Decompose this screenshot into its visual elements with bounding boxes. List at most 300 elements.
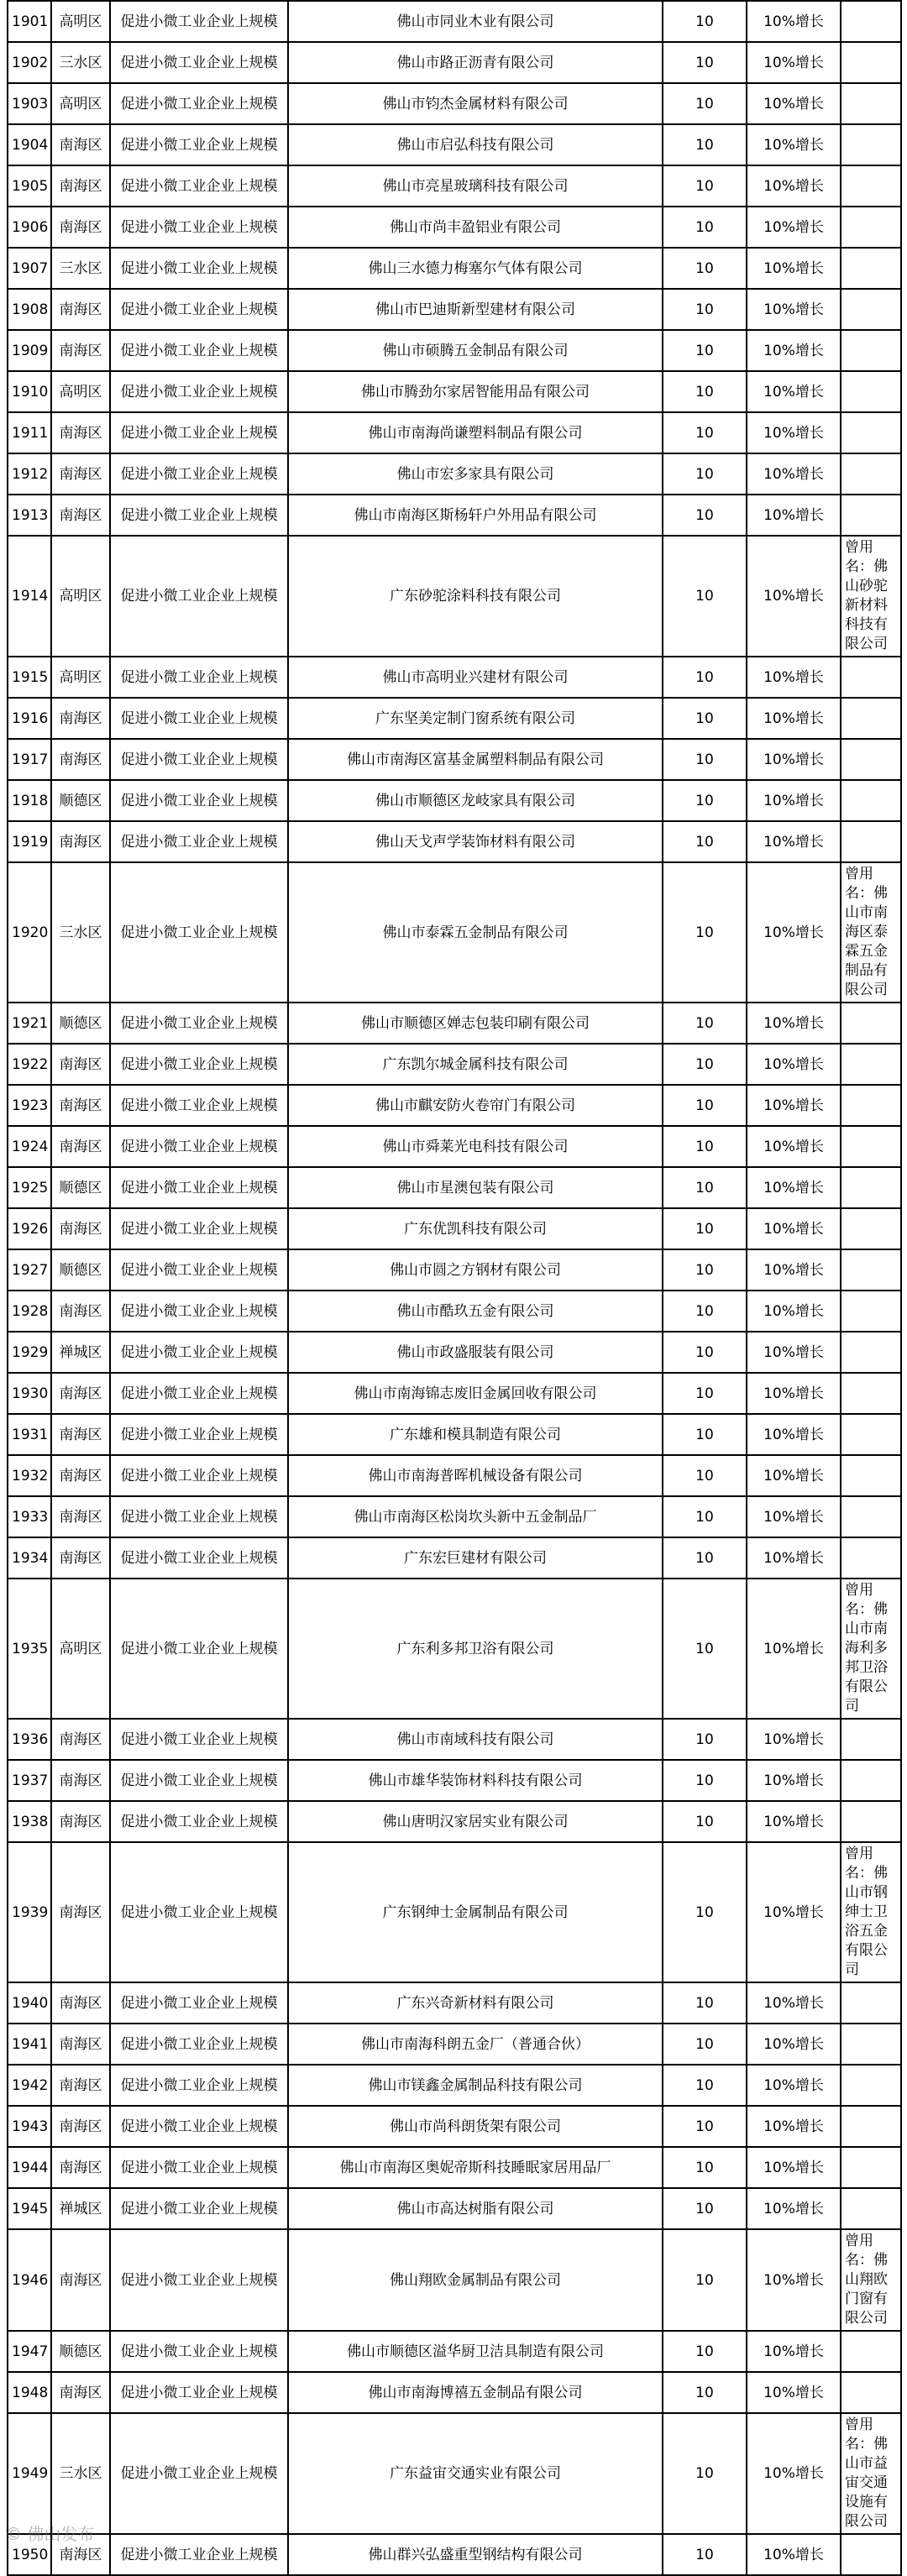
table-row: [8, 2188, 901, 2229]
program-cell: 促进小微工业企业上规模: [110, 2147, 288, 2188]
company-name-cell: 佛山市顺德区婵志包装印刷有限公司: [288, 1003, 663, 1044]
table-row: [8, 412, 901, 453]
target-cell: 10%增长: [747, 1003, 841, 1044]
score-cell: 10: [663, 2534, 747, 2575]
target-cell: 10%增长: [747, 165, 841, 207]
district-cell: 南海区: [51, 2147, 110, 2188]
row-number: 1944: [8, 2147, 51, 2188]
target-cell: 10%增长: [747, 1496, 841, 1537]
target-cell: 10%增长: [747, 371, 841, 412]
note-cell: 曾用名：佛山翔欧门窗有限公司: [841, 2229, 901, 2331]
target-cell: 10%增长: [747, 2106, 841, 2147]
table-row: [8, 862, 901, 1003]
table-row: [8, 330, 901, 371]
program-cell: 促进小微工业企业上规模: [110, 2065, 288, 2106]
company-name-cell: 佛山市高明业兴建材有限公司: [288, 657, 663, 698]
target-cell: 10%增长: [747, 1982, 841, 2024]
row-number: 1903: [8, 83, 51, 124]
company-name-cell: 广东凯尔城金属科技有限公司: [288, 1044, 663, 1085]
note-cell: [841, 1126, 901, 1167]
score-cell: 10: [663, 124, 747, 165]
company-name-cell: 佛山市宏多家具有限公司: [288, 453, 663, 495]
district-cell: 南海区: [51, 1414, 110, 1455]
table-row: [8, 453, 901, 495]
district-cell: 南海区: [51, 1373, 110, 1414]
score-cell: 10: [663, 83, 747, 124]
district-cell: 三水区: [51, 42, 110, 83]
note-cell: [841, 1167, 901, 1208]
district-cell: 南海区: [51, 2106, 110, 2147]
district-cell: 南海区: [51, 1291, 110, 1332]
score-cell: 10: [663, 2106, 747, 2147]
row-number: 1929: [8, 1332, 51, 1373]
note-cell: [841, 657, 901, 698]
target-cell: 10%增长: [747, 1414, 841, 1455]
table-row: [8, 1249, 901, 1291]
target-cell: 10%增长: [747, 248, 841, 289]
score-cell: 10: [663, 821, 747, 862]
score-cell: 10: [663, 2147, 747, 2188]
target-cell: 10%增长: [747, 1719, 841, 1760]
program-cell: 促进小微工业企业上规模: [110, 2229, 288, 2331]
table-row: [8, 371, 901, 412]
table-row: [8, 2372, 901, 2413]
target-cell: 10%增长: [747, 2331, 841, 2372]
note-cell: [841, 2331, 901, 2372]
company-name-cell: 佛山市巴迪斯新型建材有限公司: [288, 289, 663, 330]
row-number: 1910: [8, 371, 51, 412]
row-number: 1943: [8, 2106, 51, 2147]
table-row: [8, 657, 901, 698]
program-cell: 促进小微工业企业上规模: [110, 698, 288, 739]
company-list-table: [7, 0, 902, 2576]
row-number: 1908: [8, 289, 51, 330]
note-cell: [841, 2188, 901, 2229]
program-cell: 促进小微工业企业上规模: [110, 1982, 288, 2024]
table-row: [8, 1044, 901, 1085]
table-row: [8, 821, 901, 862]
company-name-cell: 佛山市尚丰盈铝业有限公司: [288, 207, 663, 248]
program-cell: 促进小微工业企业上规模: [110, 1455, 288, 1496]
row-number: 1902: [8, 42, 51, 83]
score-cell: 10: [663, 1982, 747, 2024]
table-row: [8, 536, 901, 657]
program-cell: 促进小微工业企业上规模: [110, 2188, 288, 2229]
table-row: [8, 780, 901, 821]
district-cell: 顺德区: [51, 2331, 110, 2372]
company-name-cell: 广东雄和模具制造有限公司: [288, 1414, 663, 1455]
row-number: 1915: [8, 657, 51, 698]
row-number: 1934: [8, 1537, 51, 1579]
program-cell: 促进小微工业企业上规模: [110, 1291, 288, 1332]
note-cell: [841, 330, 901, 371]
target-cell: 10%增长: [747, 42, 841, 83]
company-name-cell: 佛山市南域科技有限公司: [288, 1719, 663, 1760]
district-cell: 南海区: [51, 1126, 110, 1167]
table-row: [8, 1, 901, 42]
district-cell: 禅城区: [51, 2188, 110, 2229]
row-number: 1920: [8, 862, 51, 1003]
program-cell: 促进小微工业企业上规模: [110, 453, 288, 495]
row-number: 1932: [8, 1455, 51, 1496]
program-cell: 促进小微工业企业上规模: [110, 1208, 288, 1249]
target-cell: 10%增长: [747, 1249, 841, 1291]
note-cell: [841, 2065, 901, 2106]
note-cell: [841, 248, 901, 289]
score-cell: 10: [663, 1085, 747, 1126]
district-cell: 南海区: [51, 1044, 110, 1085]
company-name-cell: 佛山市硕腾五金制品有限公司: [288, 330, 663, 371]
row-number: 1914: [8, 536, 51, 657]
district-cell: 南海区: [51, 739, 110, 780]
program-cell: 促进小微工业企业上规模: [110, 1842, 288, 1982]
note-cell: [841, 2534, 901, 2575]
table-body: [8, 1, 901, 2575]
note-cell: [841, 1414, 901, 1455]
district-cell: 南海区: [51, 1208, 110, 1249]
note-cell: [841, 453, 901, 495]
company-name-cell: 佛山市钧杰金属材料有限公司: [288, 83, 663, 124]
note-cell: [841, 1373, 901, 1414]
table-row: [8, 1003, 901, 1044]
target-cell: 10%增长: [747, 1, 841, 42]
row-number: 1917: [8, 739, 51, 780]
watermark-text: © 佛山发布: [5, 2524, 95, 2544]
table-row: [8, 1801, 901, 1842]
company-name-cell: 广东坚美定制门窗系统有限公司: [288, 698, 663, 739]
target-cell: 10%增长: [747, 289, 841, 330]
target-cell: 10%增长: [747, 780, 841, 821]
score-cell: 10: [663, 1496, 747, 1537]
table-row: [8, 1579, 901, 1719]
note-cell: [841, 1801, 901, 1842]
row-number: 1938: [8, 1801, 51, 1842]
score-cell: 10: [663, 536, 747, 657]
row-number: 1948: [8, 2372, 51, 2413]
district-cell: 顺德区: [51, 1249, 110, 1291]
target-cell: 10%增长: [747, 2372, 841, 2413]
program-cell: 促进小微工业企业上规模: [110, 1373, 288, 1414]
program-cell: 促进小微工业企业上规模: [110, 1126, 288, 1167]
table-row: [8, 42, 901, 83]
program-cell: 促进小微工业企业上规模: [110, 124, 288, 165]
row-number: 1930: [8, 1373, 51, 1414]
company-name-cell: 佛山市圆之方钢材有限公司: [288, 1249, 663, 1291]
company-name-cell: 佛山市同业木业有限公司: [288, 1, 663, 42]
target-cell: 10%增长: [747, 1208, 841, 1249]
district-cell: 南海区: [51, 330, 110, 371]
district-cell: 南海区: [51, 412, 110, 453]
program-cell: 促进小微工业企业上规模: [110, 207, 288, 248]
target-cell: 10%增长: [747, 2147, 841, 2188]
row-number: 1941: [8, 2024, 51, 2065]
score-cell: 10: [663, 2024, 747, 2065]
company-name-cell: 广东宏巨建材有限公司: [288, 1537, 663, 1579]
district-cell: 南海区: [51, 1496, 110, 1537]
target-cell: 10%增长: [747, 2534, 841, 2575]
score-cell: 10: [663, 1719, 747, 1760]
target-cell: 10%增长: [747, 698, 841, 739]
company-name-cell: 佛山市南海尚谦塑料制品有限公司: [288, 412, 663, 453]
program-cell: 促进小微工业企业上规模: [110, 1537, 288, 1579]
row-number: 1913: [8, 495, 51, 536]
row-number: 1922: [8, 1044, 51, 1085]
company-name-cell: 广东利多邦卫浴有限公司: [288, 1579, 663, 1719]
row-number: 1907: [8, 248, 51, 289]
district-cell: 南海区: [51, 2534, 110, 2575]
target-cell: 10%增长: [747, 1291, 841, 1332]
table-row: [8, 1126, 901, 1167]
program-cell: 促进小微工业企业上规模: [110, 1332, 288, 1373]
target-cell: 10%增长: [747, 124, 841, 165]
target-cell: 10%增长: [747, 1455, 841, 1496]
score-cell: 10: [663, 495, 747, 536]
score-cell: 10: [663, 1249, 747, 1291]
target-cell: 10%增长: [747, 83, 841, 124]
score-cell: 10: [663, 207, 747, 248]
company-name-cell: 佛山三水德力梅塞尔气体有限公司: [288, 248, 663, 289]
row-number: 1940: [8, 1982, 51, 2024]
row-number: 1928: [8, 1291, 51, 1332]
target-cell: 10%增长: [747, 739, 841, 780]
target-cell: 10%增长: [747, 1760, 841, 1801]
score-cell: 10: [663, 1801, 747, 1842]
program-cell: 促进小微工业企业上规模: [110, 330, 288, 371]
target-cell: 10%增长: [747, 2188, 841, 2229]
district-cell: 南海区: [51, 1801, 110, 1842]
program-cell: 促进小微工业企业上规模: [110, 42, 288, 83]
district-cell: 高明区: [51, 1, 110, 42]
program-cell: 促进小微工业企业上规模: [110, 1801, 288, 1842]
row-number: 1912: [8, 453, 51, 495]
note-cell: [841, 1455, 901, 1496]
score-cell: 10: [663, 1167, 747, 1208]
row-number: 1919: [8, 821, 51, 862]
district-cell: 南海区: [51, 821, 110, 862]
score-cell: 10: [663, 698, 747, 739]
row-number: 1905: [8, 165, 51, 207]
row-number: 1931: [8, 1414, 51, 1455]
company-name-cell: 佛山市启弘科技有限公司: [288, 124, 663, 165]
table-row: [8, 1167, 901, 1208]
table-row: [8, 2106, 901, 2147]
note-cell: 曾用名：佛山市钢绅士卫浴五金有限公司: [841, 1842, 901, 1982]
target-cell: 10%增长: [747, 453, 841, 495]
table-row: [8, 165, 901, 207]
district-cell: 高明区: [51, 83, 110, 124]
note-cell: [841, 780, 901, 821]
district-cell: 三水区: [51, 248, 110, 289]
program-cell: 促进小微工业企业上规模: [110, 2106, 288, 2147]
table-row: [8, 2331, 901, 2372]
score-cell: 10: [663, 412, 747, 453]
district-cell: 高明区: [51, 371, 110, 412]
district-cell: 南海区: [51, 698, 110, 739]
district-cell: 南海区: [51, 1085, 110, 1126]
table-row: [8, 2065, 901, 2106]
company-name-cell: 佛山市南海科朗五金厂（普通合伙）: [288, 2024, 663, 2065]
row-number: 1946: [8, 2229, 51, 2331]
district-cell: 顺德区: [51, 780, 110, 821]
table-row: [8, 495, 901, 536]
table-row: [8, 248, 901, 289]
target-cell: 10%增长: [747, 821, 841, 862]
district-cell: 南海区: [51, 495, 110, 536]
program-cell: 促进小微工业企业上规模: [110, 1760, 288, 1801]
company-name-cell: 广东砂驼涂料科技有限公司: [288, 536, 663, 657]
row-number: 1935: [8, 1579, 51, 1719]
table-row: [8, 1455, 901, 1496]
district-cell: 高明区: [51, 536, 110, 657]
target-cell: 10%增长: [747, 412, 841, 453]
table-row: [8, 2413, 901, 2534]
district-cell: 南海区: [51, 2372, 110, 2413]
company-name-cell: 佛山市顺德区溢华厨卫洁具制造有限公司: [288, 2331, 663, 2372]
score-cell: 10: [663, 2413, 747, 2534]
note-cell: [841, 1537, 901, 1579]
table-row: [8, 83, 901, 124]
score-cell: 10: [663, 2229, 747, 2331]
table-row: [8, 739, 901, 780]
note-cell: 曾用名：佛山砂驼新材料科技有限公司: [841, 536, 901, 657]
score-cell: 10: [663, 453, 747, 495]
table-row: [8, 1373, 901, 1414]
district-cell: 南海区: [51, 1842, 110, 1982]
program-cell: 促进小微工业企业上规模: [110, 1003, 288, 1044]
program-cell: 促进小微工业企业上规模: [110, 165, 288, 207]
score-cell: 10: [663, 1044, 747, 1085]
note-cell: [841, 1208, 901, 1249]
company-name-cell: 佛山市南海博禧五金制品有限公司: [288, 2372, 663, 2413]
note-cell: [841, 1719, 901, 1760]
score-cell: 10: [663, 1414, 747, 1455]
score-cell: 10: [663, 1208, 747, 1249]
company-name-cell: 佛山市镁鑫金属制品科技有限公司: [288, 2065, 663, 2106]
district-cell: 南海区: [51, 165, 110, 207]
target-cell: 10%增长: [747, 1842, 841, 1982]
district-cell: 南海区: [51, 1537, 110, 1579]
note-cell: [841, 1249, 901, 1291]
note-cell: [841, 698, 901, 739]
target-cell: 10%增长: [747, 1126, 841, 1167]
row-number: 1939: [8, 1842, 51, 1982]
target-cell: 10%增长: [747, 2024, 841, 2065]
program-cell: 促进小微工业企业上规模: [110, 1, 288, 42]
score-cell: 10: [663, 2372, 747, 2413]
note-cell: [841, 821, 901, 862]
row-number: 1918: [8, 780, 51, 821]
score-cell: 10: [663, 2188, 747, 2229]
score-cell: 10: [663, 1, 747, 42]
row-number: 1927: [8, 1249, 51, 1291]
program-cell: 促进小微工业企业上规模: [110, 657, 288, 698]
target-cell: 10%增长: [747, 1085, 841, 1126]
score-cell: 10: [663, 1579, 747, 1719]
table-row: [8, 289, 901, 330]
table-row: [8, 207, 901, 248]
program-cell: 促进小微工业企业上规模: [110, 821, 288, 862]
program-cell: 促进小微工业企业上规模: [110, 2372, 288, 2413]
district-cell: 南海区: [51, 1455, 110, 1496]
table-row: [8, 1537, 901, 1579]
company-name-cell: 佛山市南海普晖机械设备有限公司: [288, 1455, 663, 1496]
note-cell: [841, 1760, 901, 1801]
row-number: 1921: [8, 1003, 51, 1044]
row-number: 1923: [8, 1085, 51, 1126]
program-cell: 促进小微工业企业上规模: [110, 1167, 288, 1208]
score-cell: 10: [663, 1373, 747, 1414]
district-cell: 高明区: [51, 657, 110, 698]
table-row: [8, 2229, 901, 2331]
score-cell: 10: [663, 1760, 747, 1801]
row-number: 1916: [8, 698, 51, 739]
target-cell: 10%增长: [747, 2413, 841, 2534]
program-cell: 促进小微工业企业上规模: [110, 2413, 288, 2534]
program-cell: 促进小微工业企业上规模: [110, 248, 288, 289]
target-cell: 10%增长: [747, 330, 841, 371]
note-cell: [841, 2106, 901, 2147]
company-name-cell: 佛山群兴弘盛重型钢结构有限公司: [288, 2534, 663, 2575]
score-cell: 10: [663, 248, 747, 289]
company-name-cell: 佛山天戈声学装饰材料有限公司: [288, 821, 663, 862]
district-cell: 顺德区: [51, 1003, 110, 1044]
row-number: 1933: [8, 1496, 51, 1537]
note-cell: [841, 1496, 901, 1537]
note-cell: [841, 289, 901, 330]
program-cell: 促进小微工业企业上规模: [110, 862, 288, 1003]
note-cell: [841, 2147, 901, 2188]
company-name-cell: 广东益宙交通实业有限公司: [288, 2413, 663, 2534]
note-cell: [841, 2372, 901, 2413]
table-row: [8, 1496, 901, 1537]
program-cell: 促进小微工业企业上规模: [110, 1044, 288, 1085]
score-cell: 10: [663, 1455, 747, 1496]
row-number: 1945: [8, 2188, 51, 2229]
company-name-cell: 佛山市亮星玻璃科技有限公司: [288, 165, 663, 207]
score-cell: 10: [663, 657, 747, 698]
target-cell: 10%增长: [747, 1167, 841, 1208]
score-cell: 10: [663, 780, 747, 821]
target-cell: 10%增长: [747, 2229, 841, 2331]
row-number: 1942: [8, 2065, 51, 2106]
company-name-cell: 佛山市政盛服装有限公司: [288, 1332, 663, 1373]
program-cell: 促进小微工业企业上规模: [110, 1414, 288, 1455]
company-name-cell: 佛山市南海区松岗坎头新中五金制品厂: [288, 1496, 663, 1537]
program-cell: 促进小微工业企业上规模: [110, 1579, 288, 1719]
company-name-cell: 佛山市高达树脂有限公司: [288, 2188, 663, 2229]
company-name-cell: 佛山市南海区斯杨轩户外用品有限公司: [288, 495, 663, 536]
district-cell: 南海区: [51, 1982, 110, 2024]
district-cell: 顺德区: [51, 1167, 110, 1208]
score-cell: 10: [663, 289, 747, 330]
score-cell: 10: [663, 1842, 747, 1982]
score-cell: 10: [663, 42, 747, 83]
company-name-cell: 佛山市腾劲尔家居智能用品有限公司: [288, 371, 663, 412]
company-name-cell: 广东优凯科技有限公司: [288, 1208, 663, 1249]
company-name-cell: 佛山市南海锦志废旧金属回收有限公司: [288, 1373, 663, 1414]
note-cell: [841, 1332, 901, 1373]
note-cell: [841, 1, 901, 42]
score-cell: 10: [663, 1537, 747, 1579]
program-cell: 促进小微工业企业上规模: [110, 83, 288, 124]
program-cell: 促进小微工业企业上规模: [110, 739, 288, 780]
program-cell: 促进小微工业企业上规模: [110, 495, 288, 536]
row-number: 1924: [8, 1126, 51, 1167]
note-cell: [841, 1982, 901, 2024]
company-name-cell: 佛山市南海区奥妮帝斯科技睡眠家居用品厂: [288, 2147, 663, 2188]
row-number: 1949: [8, 2413, 51, 2534]
row-number: 1911: [8, 412, 51, 453]
